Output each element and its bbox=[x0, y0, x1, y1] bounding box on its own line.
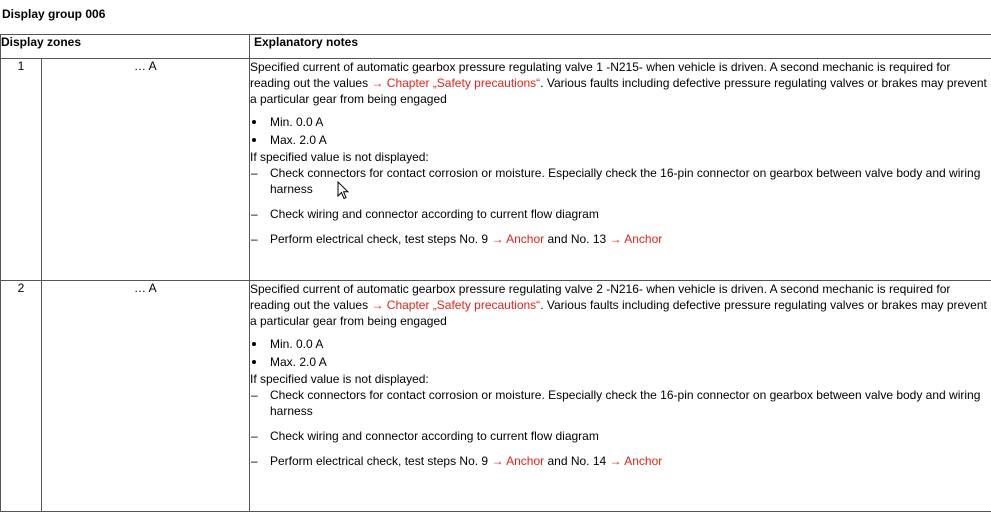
display-group-table bbox=[0, 34, 991, 512]
anchor-link[interactable]: → Anchor bbox=[491, 232, 544, 246]
list-item bbox=[250, 353, 991, 371]
description bbox=[250, 281, 991, 329]
list-item bbox=[250, 335, 991, 353]
mouse-cursor-icon bbox=[337, 181, 349, 200]
list-item bbox=[250, 428, 991, 444]
spec-list bbox=[250, 335, 991, 371]
header-display-zones: Display zones bbox=[1, 35, 250, 59]
check-connectors-text: Check connectors for contact corrosion or moisture. Especially check the 16-pin connector on gearbox between valve body and wiring harness bbox=[270, 388, 980, 418]
bullet-icon bbox=[252, 138, 256, 142]
list-item bbox=[250, 131, 991, 149]
description-text: Specified current of automatic gearbox pressure regulating valve 2 -N216- when vehicle is driven. A second mechanic is required for reading out the values bbox=[250, 282, 950, 312]
spec-max: Max. 2.0 A bbox=[270, 355, 327, 369]
dash-icon: – bbox=[251, 231, 258, 247]
electrical-check-text: Perform electrical check, test steps No. 9 bbox=[270, 232, 488, 246]
description-text: Specified current of automatic gearbox pressure regulating valve 1 -N215- when vehicle is driven. A second mechanic is required for reading out the values bbox=[250, 60, 950, 90]
list-item bbox=[250, 206, 991, 222]
dash-icon: – bbox=[251, 206, 258, 222]
anchor-link[interactable]: → Anchor bbox=[610, 454, 663, 468]
dash-icon: – bbox=[251, 387, 258, 403]
list-item bbox=[250, 165, 991, 197]
electrical-check-text-2: and No. 13 bbox=[547, 232, 606, 246]
description bbox=[250, 59, 991, 107]
bullet-icon bbox=[252, 120, 256, 124]
row-number: 1 bbox=[1, 59, 42, 281]
check-list bbox=[250, 387, 991, 469]
anchor-link[interactable]: → Anchor bbox=[610, 232, 663, 246]
row-number: 2 bbox=[1, 281, 42, 512]
explanatory-notes-cell bbox=[250, 59, 991, 281]
if-not-displayed: If specified value is not displayed: bbox=[250, 371, 991, 387]
list-item bbox=[250, 453, 991, 469]
anchor-link[interactable]: → Anchor bbox=[491, 454, 544, 468]
check-list bbox=[250, 165, 991, 247]
list-item bbox=[250, 387, 991, 419]
check-wiring-text: Check wiring and connector according to current flow diagram bbox=[270, 429, 599, 443]
check-wiring-text: Check wiring and connector according to current flow diagram bbox=[270, 207, 599, 221]
table-header-row bbox=[1, 35, 991, 59]
electrical-check-text: Perform electrical check, test steps No. 9 bbox=[270, 454, 488, 468]
page-title: Display group 006 bbox=[2, 7, 105, 21]
list-item bbox=[250, 113, 991, 131]
spec-list bbox=[250, 113, 991, 149]
electrical-check-text-2: and No. 14 bbox=[547, 454, 606, 468]
header-explanatory-notes: Explanatory notes bbox=[250, 35, 991, 59]
safety-precautions-link[interactable]: → Chapter „Safety precautions“ bbox=[371, 76, 540, 90]
dash-icon: – bbox=[251, 428, 258, 444]
dash-icon: – bbox=[251, 453, 258, 469]
spec-max: Max. 2.0 A bbox=[270, 133, 327, 147]
display-zone-cell bbox=[42, 59, 250, 281]
description-tail: . Various faults including defective pressure regulating valves or brakes may prevent a particular gear from being engaged bbox=[250, 76, 987, 106]
if-not-displayed: If specified value is not displayed: bbox=[250, 149, 991, 165]
table-row bbox=[1, 59, 991, 281]
description-tail: . Various faults including defective pressure regulating valves or brakes may prevent a particular gear from being engaged bbox=[250, 298, 987, 328]
check-connectors-text: Check connectors for contact corrosion or moisture. Especially check the 16-pin connector on gearbox between valve body and wiring harness bbox=[270, 166, 980, 196]
bullet-icon bbox=[252, 342, 256, 346]
bullet-icon bbox=[252, 360, 256, 364]
safety-precautions-link[interactable]: → Chapter „Safety precautions“ bbox=[371, 298, 540, 312]
explanatory-notes-cell bbox=[250, 281, 991, 512]
dash-icon: – bbox=[251, 165, 258, 181]
list-item bbox=[250, 231, 991, 247]
spec-min: Min. 0.0 A bbox=[270, 337, 323, 351]
spec-min: Min. 0.0 A bbox=[270, 115, 323, 129]
display-zone-cell bbox=[42, 281, 250, 512]
display-zone-value: … A bbox=[42, 59, 249, 73]
table-row bbox=[1, 281, 991, 512]
display-zone-value: … A bbox=[42, 281, 249, 295]
